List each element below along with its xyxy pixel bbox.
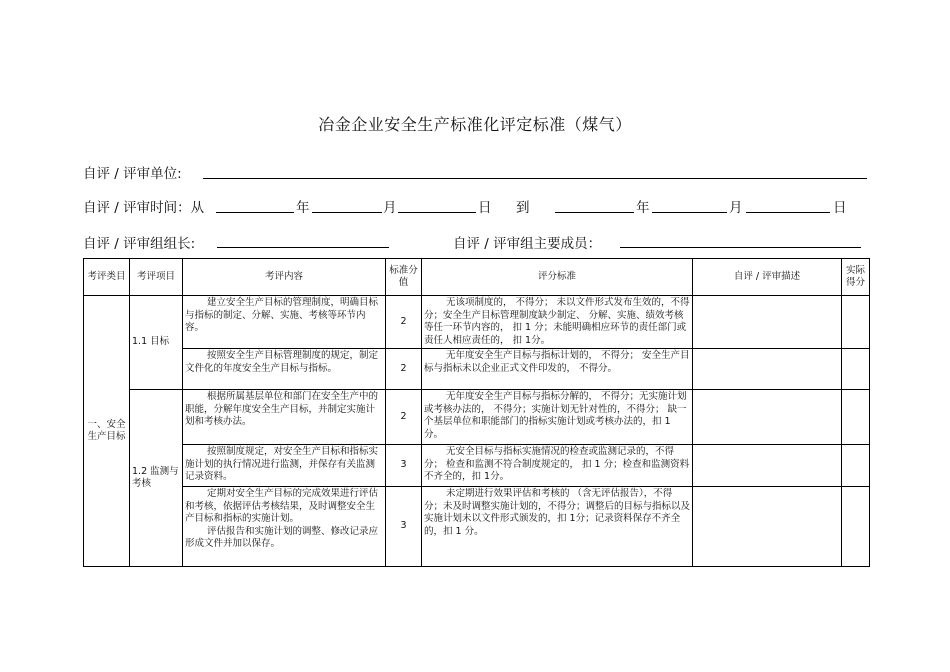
content-paragraph: 定期对安全生产目标的完成效果进行评估和考核，依据评估考核结果，及时调整安全生产目标和指标的实施计划。 — [185, 488, 379, 524]
to-day-label: 日 — [833, 200, 847, 216]
actual-score-cell[interactable] — [842, 296, 870, 349]
item-cell-target: 1.1 目标 — [130, 296, 183, 390]
from-month-label: 月 — [383, 200, 397, 216]
header-content: 考评内容 — [183, 259, 386, 296]
to-day-blank[interactable] — [746, 212, 830, 213]
to-label: 到 — [516, 200, 530, 216]
content-cell: 按照制度规定，对安全生产目标和指标实施计划的执行情况进行监测，并保存有关监测记录资料。 — [183, 445, 386, 487]
table-row — [84, 349, 870, 390]
from-day-blank[interactable] — [398, 212, 476, 213]
score-cell: 3 — [386, 487, 422, 567]
to-month-label: 月 — [729, 200, 743, 216]
header-score: 标准分值 — [386, 259, 422, 296]
to-year-blank[interactable] — [555, 212, 634, 213]
leader-label: 自评 / 评审组组长: — [83, 236, 196, 252]
evaluation-table — [83, 258, 870, 567]
actual-score-cell[interactable] — [842, 390, 870, 445]
leader-blank-line[interactable] — [217, 247, 389, 248]
to-year-label: 年 — [636, 200, 650, 216]
header-category: 考评类目 — [84, 259, 130, 296]
actual-score-cell[interactable] — [842, 349, 870, 390]
content-cell: 建立安全生产目标的管理制度，明确目标与指标的制定、分解、实施、考核等环节内容。 — [183, 296, 386, 349]
time-label: 自评 / 评审时间：从 — [83, 200, 205, 216]
criteria-cell: 无年度安全生产目标与指标计划的， 不得分； 安全生产目标与指标未以企业正式文件印发的， 不得分。 — [422, 349, 693, 390]
desc-cell[interactable] — [693, 349, 842, 390]
table-row — [84, 390, 870, 445]
criteria-cell: 无安全目标与指标实施情况的检查或监测记录的，不得分； 检查和监测不符合制度规定的， 扣 1 分；检查和监测资料不齐全的，扣 1分。 — [422, 445, 693, 487]
header-criteria: 评分标准 — [422, 259, 693, 296]
unit-label: 自评 / 评审单位: — [83, 166, 182, 182]
category-cell: 一、安全生产目标 — [84, 296, 130, 567]
criteria-cell: 无年度安全生产目标与指标分解的， 不得分；无实施计划或考核办法的， 不得分；实施计划无针对性的，不得分； 缺一个基层单位和职能部门的指标实施计划或考核办法的，扣 1 分。 — [422, 390, 693, 445]
score-cell: 2 — [386, 349, 422, 390]
table-header-row — [84, 259, 870, 296]
desc-cell[interactable] — [693, 390, 842, 445]
header-desc: 自评 / 评审描述 — [693, 259, 842, 296]
actual-score-cell[interactable] — [842, 445, 870, 487]
score-cell: 2 — [386, 296, 422, 349]
from-year-label: 年 — [296, 200, 310, 216]
desc-cell[interactable] — [693, 487, 842, 567]
desc-cell[interactable] — [693, 296, 842, 349]
header-item: 考评项目 — [130, 259, 183, 296]
item-cell-monitoring: 1.2 监测与考核 — [130, 390, 183, 567]
content-cell — [183, 487, 386, 567]
table-row — [84, 487, 870, 567]
content-cell: 按照安全生产目标管理制度的规定，制定文件化的年度安全生产目标与指标。 — [183, 349, 386, 390]
from-month-blank[interactable] — [312, 212, 382, 213]
desc-cell[interactable] — [693, 445, 842, 487]
members-label: 自评 / 评审组主要成员： — [453, 236, 602, 252]
score-cell: 2 — [386, 390, 422, 445]
table-row — [84, 445, 870, 487]
members-blank-line[interactable] — [620, 247, 861, 248]
table-row — [84, 296, 870, 349]
actual-score-cell[interactable] — [842, 487, 870, 567]
content-paragraph: 评估报告和实施计划的调整、修改记录应形成文件并加以保存。 — [185, 525, 379, 549]
score-cell: 3 — [386, 445, 422, 487]
criteria-cell: 未定期进行效果评估和考核的 （含无评估报告），不得分；未及时调整实施计划的，不得分；调整后的目标与指标以及实施计划未以文件形式颁发的，扣 1分；记录资料保存不齐全的，扣 1 分。 — [422, 487, 693, 567]
document-title: 冶金企业安全生产标准化评定标准（煤气） — [318, 115, 632, 134]
from-day-label: 日 — [478, 200, 492, 216]
header-actual: 实际得分 — [842, 259, 870, 296]
to-month-blank[interactable] — [652, 212, 727, 213]
content-cell: 根据所属基层单位和部门在安全生产中的职能，分解年度安全生产目标，并制定实施计划和考核办法。 — [183, 390, 386, 445]
from-year-blank[interactable] — [216, 212, 294, 213]
criteria-cell: 无该项制度的， 不得分； 未以文件形式发布生效的，不得分；安全生产目标管理制度缺少制定、 分解、实施、绩效考核等任一环节内容的， 扣 1 分；未能明确相应环节的责任部门或责任人相应责任的， 扣 1分。 — [422, 296, 693, 349]
unit-blank-line[interactable] — [203, 178, 867, 179]
